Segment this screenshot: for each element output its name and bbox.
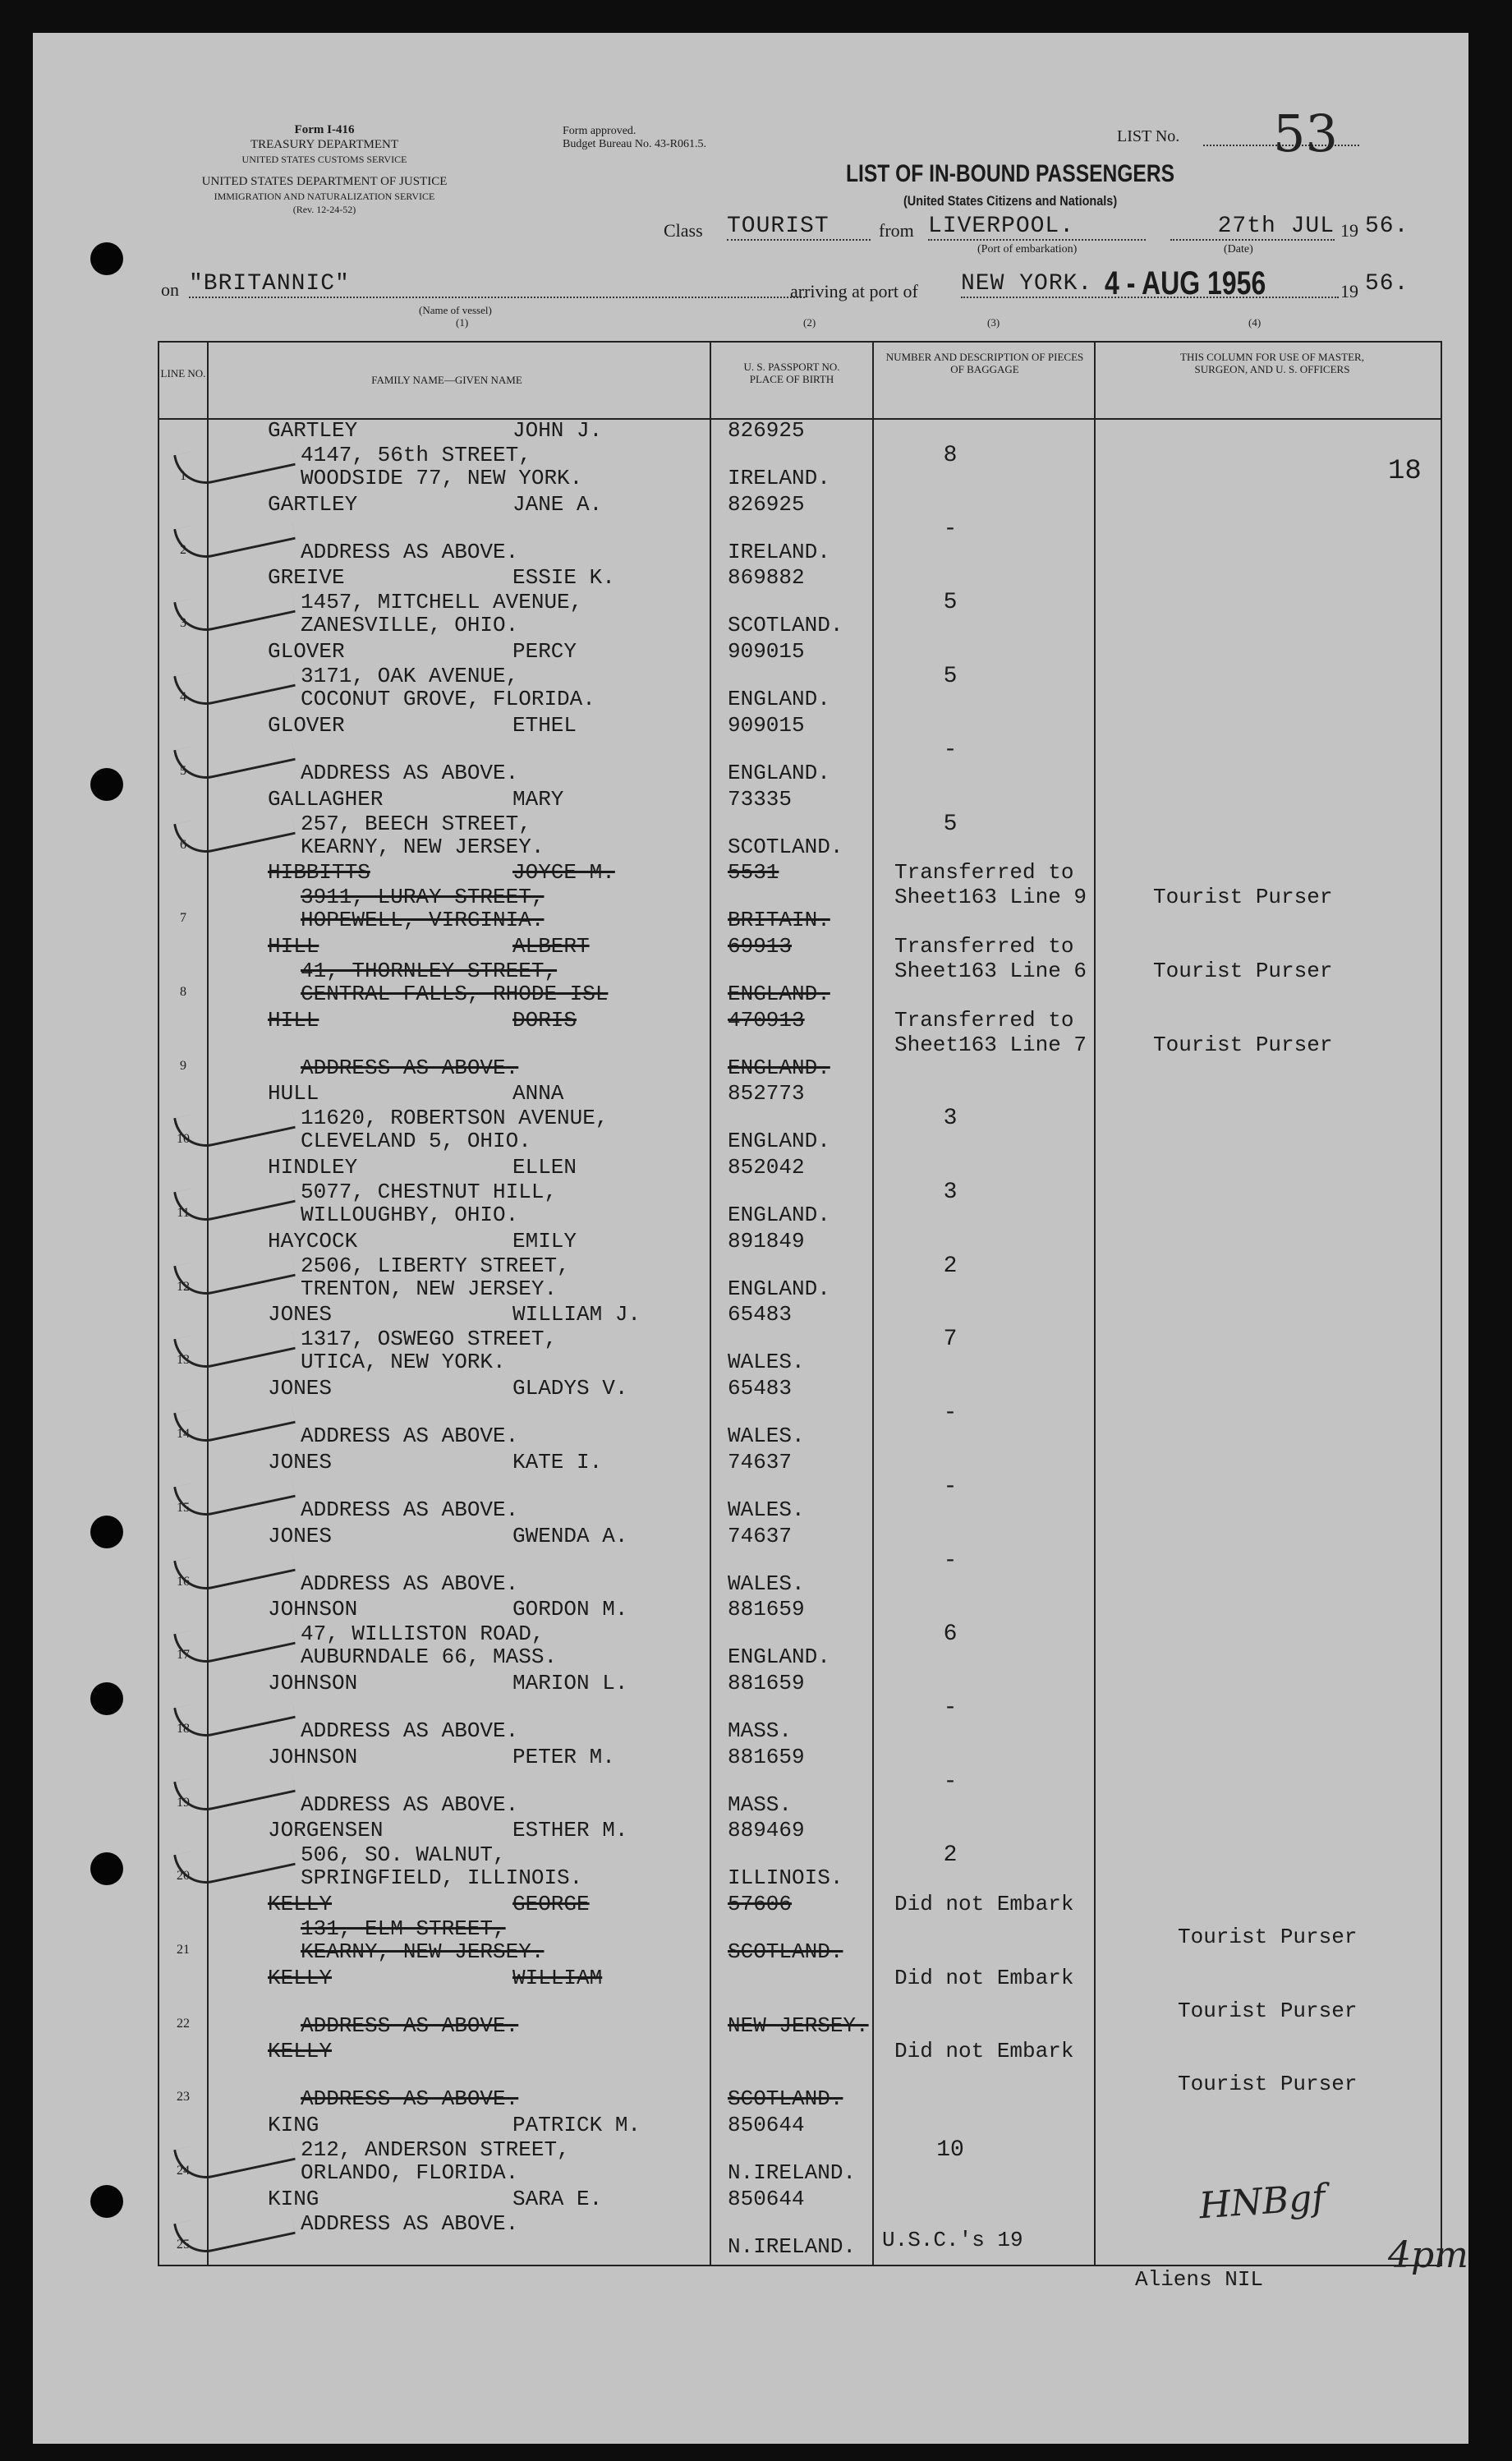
address-line-2: KEARNY, NEW JERSEY.: [301, 1939, 545, 1964]
passport-number: 850644: [728, 2113, 805, 2138]
address-line-1: 506, SO. WALNUT,: [301, 1842, 506, 1868]
line-number: 17: [177, 1648, 190, 1663]
address-line-2: ADDRESS AS ABOVE.: [301, 539, 519, 564]
check-mark: [173, 1241, 296, 1300]
place-of-birth: IRELAND.: [728, 466, 830, 490]
class-label: Class: [664, 220, 703, 241]
baggage-count: 2: [943, 1842, 958, 1869]
initials-signature: [1104, 1885, 1128, 1914]
table-row: [159, 565, 1441, 639]
family-name: HILL: [268, 933, 319, 959]
line-number: 8: [180, 984, 186, 999]
table-row: [159, 1450, 1441, 1524]
passport-number: 891849: [728, 1228, 805, 1254]
given-name: WILLIAM J.: [512, 1302, 641, 1327]
table-row: [159, 1597, 1441, 1671]
place-of-birth: SCOTLAND.: [728, 834, 843, 859]
passport-number: 74637: [728, 1449, 793, 1474]
family-name: GREIVE: [268, 565, 345, 591]
address-line-1: 131, ELM STREET,: [301, 1916, 506, 1941]
family-name: GLOVER: [268, 639, 345, 665]
family-name: GLOVER: [268, 712, 345, 738]
baggage-count: 5: [943, 664, 958, 690]
initials-signature: [1104, 853, 1128, 882]
aliens-count: Aliens NIL: [1135, 2267, 1264, 2292]
official-note: Did not Embark: [894, 1965, 1074, 1990]
list-number: 53: [1273, 104, 1338, 163]
departure-date: 27th JUL: [1170, 214, 1335, 241]
margin-count: 18: [1388, 456, 1422, 487]
line-number: 1: [180, 469, 186, 483]
page-subtitle: (United States Citizens and Nationals): [903, 193, 1118, 209]
table-row: [159, 1524, 1441, 1598]
given-name: JANE A.: [512, 491, 603, 517]
address-line-2: KEARNY, NEW JERSEY.: [301, 834, 545, 859]
passport-number: 65483: [728, 1302, 793, 1327]
baggage-count: -: [943, 516, 958, 542]
punch-hole: [90, 2185, 123, 2218]
col1-no: (1): [456, 316, 469, 329]
given-name: KATE I.: [512, 1449, 603, 1474]
family-name: GARTLEY: [268, 491, 358, 517]
passport-number: 852042: [728, 1155, 805, 1180]
baggage-count: -: [943, 1769, 958, 1795]
arrival-port: NEW YORK.: [961, 271, 1339, 298]
place-of-birth: N.IRELAND.: [728, 2233, 857, 2259]
place-of-birth: WALES.: [728, 1424, 805, 1449]
address-line-2: ADDRESS AS ABOVE.: [301, 1055, 519, 1080]
baggage-count: U.S.C.'s 19: [882, 2227, 1023, 2252]
budget-bureau: Budget Bureau No. 43-R061.5.: [563, 138, 706, 150]
family-name: HINDLEY: [268, 1155, 358, 1180]
line-number: 7: [180, 911, 186, 926]
table-row: [159, 1008, 1441, 1082]
purser-title: Tourist Purser: [1153, 958, 1333, 983]
place-of-birth: ENGLAND.: [728, 687, 830, 712]
place-of-birth: ENGLAND.: [728, 1276, 830, 1301]
line-number: 22: [177, 2016, 190, 2031]
table-row: [159, 1892, 1441, 1966]
line-number: 16: [177, 1574, 190, 1589]
address-line-1: 1457, MITCHELL AVENUE,: [301, 590, 583, 615]
baggage-count: 3: [943, 1180, 958, 1205]
table-row: [159, 418, 1441, 492]
purser-title: Tourist Purser: [1178, 1925, 1358, 1949]
table-row: [159, 1081, 1441, 1155]
given-name: GWENDA A.: [512, 1523, 628, 1548]
date-year-prefix: 19: [1340, 220, 1358, 241]
address-line-2: WOODSIDE 77, NEW YORK.: [301, 466, 583, 490]
passport-number: 69913: [728, 933, 793, 959]
place-of-birth: SCOTLAND.: [728, 1939, 843, 1964]
address-line-2: ADDRESS AS ABOVE.: [301, 2086, 519, 2112]
family-name: JOHNSON: [268, 1670, 358, 1695]
address-line-2: HOPEWELL, VIRGINIA.: [301, 908, 545, 933]
line-number: 23: [177, 2090, 190, 2104]
family-name: KING: [268, 2186, 319, 2211]
vessel-caption: (Name of vessel): [419, 304, 492, 316]
address-line-2: ADDRESS AS ABOVE.: [301, 2012, 519, 2038]
official-note: Transferred to: [894, 933, 1074, 959]
given-name: GEORGE: [512, 1892, 590, 1916]
family-name: GALLAGHER: [268, 786, 384, 812]
arrival-date-stamp: 4 - AUG 1956: [1105, 265, 1266, 301]
given-name: ELLEN: [512, 1155, 577, 1180]
given-name: PETER M.: [512, 1744, 615, 1769]
family-name: HIBBITTS: [268, 860, 370, 886]
address-line-2: TRENTON, NEW JERSEY.: [301, 1276, 558, 1301]
official-note-2: Sheet163 Line 7: [894, 1032, 1087, 1057]
given-name: MARY: [512, 786, 564, 812]
check-mark: [173, 799, 296, 858]
punch-hole: [90, 1682, 123, 1715]
line-number: 25: [177, 2237, 190, 2252]
place-of-birth: ENGLAND.: [728, 981, 830, 1006]
table-row: [159, 1302, 1441, 1376]
family-name: KELLY: [268, 1892, 333, 1916]
place-of-birth: MASS.: [728, 1792, 793, 1817]
col3-no: (3): [987, 316, 1000, 329]
address-line-1: 5077, CHESTNUT HILL,: [301, 1180, 558, 1204]
family-name: JOHNSON: [268, 1597, 358, 1622]
check-mark: [173, 1462, 296, 1521]
official-note: Transferred to: [894, 860, 1074, 886]
baggage-count: 10: [936, 2137, 964, 2164]
given-name: EMILY: [512, 1228, 577, 1254]
punch-hole: [90, 768, 123, 801]
address-line-2: CENTRAL FALLS, RHODE ISL: [301, 981, 609, 1006]
vessel-name: "BRITANNIC": [189, 271, 805, 298]
passport-number: 826925: [728, 491, 805, 517]
address-line-1: ADDRESS AS ABOVE.: [301, 2210, 519, 2236]
col4-no: (4): [1248, 316, 1262, 329]
arriving-label: arriving at port of: [790, 281, 918, 301]
place-of-birth: ENGLAND.: [728, 1644, 830, 1670]
given-name: DORIS: [512, 1007, 577, 1033]
passport-number: 826925: [728, 418, 805, 443]
line-number: 4: [180, 690, 186, 705]
table-row: [159, 1671, 1441, 1745]
form-approved: Form approved.: [563, 125, 637, 137]
given-name: MARION L.: [512, 1670, 628, 1695]
passport-number: 909015: [728, 639, 805, 665]
line-number: 10: [177, 1132, 190, 1147]
col2-no: (2): [803, 316, 816, 329]
passport-number: 850644: [728, 2186, 805, 2211]
given-name: PERCY: [512, 639, 577, 665]
address-line-1: 11620, ROBERTSON AVENUE,: [301, 1106, 609, 1131]
given-name: ETHEL: [512, 712, 577, 738]
table-row: [159, 639, 1441, 713]
line-number: 24: [177, 2164, 190, 2178]
family-name: JONES: [268, 1523, 333, 1548]
col-header-baggage: NUMBER AND DESCRIPTION OF PIECES OF BAGGAGE: [885, 351, 1084, 375]
table-row: [159, 713, 1441, 787]
table-row: [159, 787, 1441, 861]
baggage-count: 6: [943, 1622, 958, 1648]
place-of-birth: ILLINOIS.: [728, 1865, 843, 1891]
baggage-count: 3: [943, 1106, 958, 1132]
class-value: TOURIST: [727, 214, 871, 241]
family-name: HAYCOCK: [268, 1228, 358, 1254]
family-name: GARTLEY: [268, 418, 358, 443]
given-name: SARA E.: [512, 2186, 603, 2211]
given-name: ALBERT: [512, 933, 590, 959]
table-row: [159, 1155, 1441, 1229]
family-name: JONES: [268, 1376, 333, 1401]
address-line-1: 41, THORNLEY STREET,: [301, 958, 558, 983]
given-name: ANNA: [512, 1081, 564, 1106]
address-line-2: ZANESVILLE, OHIO.: [301, 613, 519, 638]
baggage-count: -: [943, 1401, 958, 1427]
address-line-1: 212, ANDERSON STREET,: [301, 2137, 570, 2163]
on-label: on: [161, 279, 179, 300]
place-of-birth: ENGLAND.: [728, 1055, 830, 1080]
line-number: 9: [180, 1058, 186, 1073]
line-number: 18: [177, 1721, 190, 1736]
baggage-count: 5: [943, 811, 958, 837]
date-caption: (Date): [1224, 243, 1253, 255]
form-number: Form I-416: [294, 123, 355, 136]
official-note: Did not Embark: [894, 1892, 1074, 1916]
line-number: 5: [180, 763, 186, 778]
given-name: GLADYS V.: [512, 1376, 628, 1401]
check-mark: [173, 2199, 296, 2258]
line-number: 6: [180, 837, 186, 852]
official-note: Transferred to: [894, 1007, 1074, 1033]
place-of-birth: NEW JERSEY.: [728, 2012, 869, 2038]
given-name: JOHN J.: [512, 418, 603, 443]
place-of-birth: ENGLAND.: [728, 1129, 830, 1154]
address-line-1: 3171, OAK AVENUE,: [301, 664, 519, 689]
passport-number: 852773: [728, 1081, 805, 1106]
address-line-1: 257, BEECH STREET,: [301, 811, 531, 836]
given-name: ESSIE K.: [512, 565, 615, 591]
baggage-count: -: [943, 737, 958, 763]
given-name: PATRICK M.: [512, 2113, 641, 2138]
official-note-2: Sheet163 Line 9: [894, 885, 1087, 910]
check-mark: [173, 1683, 296, 1742]
from-value: LIVERPOOL.: [928, 214, 1146, 241]
table-row: [159, 1966, 1441, 2040]
check-mark: [173, 1536, 296, 1595]
initials-signature: [1104, 2032, 1128, 2061]
passport-number: 57606: [728, 1892, 793, 1916]
col-header-passport: U. S. PASSPORT NO. PLACE OF BIRTH: [743, 361, 840, 385]
check-mark: [173, 725, 296, 784]
table-row: [159, 492, 1441, 566]
baggage-count: -: [943, 1548, 958, 1574]
treasury-dept: TREASURY DEPARTMENT: [250, 138, 399, 151]
line-number: 12: [177, 1279, 190, 1294]
line-number: 19: [177, 1795, 190, 1810]
family-name: KELLY: [268, 2039, 333, 2064]
line-number: 2: [180, 542, 186, 557]
passport-number: 73335: [728, 786, 793, 812]
col-header-official: THIS COLUMN FOR USE OF MASTER, SURGEON, AND U. S. OFFICERS: [1180, 351, 1364, 375]
passport-number: 889469: [728, 1818, 805, 1843]
place-of-birth: IRELAND.: [728, 539, 830, 564]
justice-dept: UNITED STATES DEPARTMENT OF JUSTICE: [201, 175, 448, 188]
address-line-2: UTICA, NEW YORK.: [301, 1350, 506, 1375]
family-name: JOHNSON: [268, 1744, 358, 1769]
address-line-1: 2506, LIBERTY STREET,: [301, 1253, 570, 1278]
line-number: 13: [177, 1353, 190, 1368]
address-line-2: ADDRESS AS ABOVE.: [301, 1718, 519, 1743]
col-header-name: FAMILY NAME—GIVEN NAME: [371, 374, 522, 386]
from-label: from: [879, 220, 914, 241]
given-name: WILLIAM: [512, 1965, 603, 1990]
initials-signature: [1104, 1959, 1128, 1988]
customs-service: UNITED STATES CUSTOMS SERVICE: [241, 154, 407, 165]
place-of-birth: WALES.: [728, 1497, 805, 1522]
baggage-count: 2: [943, 1253, 958, 1279]
table-row: [159, 860, 1441, 934]
check-mark: [173, 504, 296, 564]
passport-number: 909015: [728, 712, 805, 738]
passport-number: 74637: [728, 1523, 793, 1548]
passport-number: 470913: [728, 1007, 805, 1033]
address-line-2: SPRINGFIELD, ILLINOIS.: [301, 1865, 583, 1891]
page-title: LIST OF IN-BOUND PASSENGERS: [846, 160, 1175, 187]
punch-hole: [90, 1516, 123, 1548]
officer-signature: HNBgf: [1197, 2176, 1327, 2228]
line-number: 11: [177, 1206, 190, 1220]
place-of-birth: WALES.: [728, 1350, 805, 1375]
family-name: KELLY: [268, 1965, 333, 1990]
official-note-2: Sheet163 Line 6: [894, 958, 1087, 983]
purser-title: Tourist Purser: [1178, 2072, 1358, 2097]
ins-service: IMMIGRATION AND NATURALIZATION SERVICE: [214, 191, 435, 202]
address-line-2: ADDRESS AS ABOVE.: [301, 1792, 519, 1817]
table-row: [159, 934, 1441, 1008]
port-embark-caption: (Port of embarkation): [977, 243, 1078, 255]
given-name: GORDON M.: [512, 1597, 628, 1622]
passport-number: 65483: [728, 1376, 793, 1401]
passport-number: 869882: [728, 565, 805, 591]
arrival-year-prefix: 19: [1340, 281, 1358, 301]
passport-number: 881659: [728, 1670, 805, 1695]
place-of-birth: SCOTLAND.: [728, 2086, 843, 2112]
table-row: [159, 2113, 1441, 2187]
initials-signature: [1104, 927, 1128, 956]
passport-number: 881659: [728, 1744, 805, 1769]
address-line-2: ADDRESS AS ABOVE.: [301, 1424, 519, 1449]
baggage-count: 7: [943, 1327, 958, 1353]
place-of-birth: ENGLAND.: [728, 1203, 830, 1227]
purser-title: Tourist Purser: [1153, 885, 1333, 910]
official-note: Did not Embark: [894, 2039, 1074, 2064]
purser-title: Tourist Purser: [1178, 1998, 1358, 2023]
baggage-count: -: [943, 1695, 958, 1721]
address-line-1: 47, WILLISTON ROAD,: [301, 1622, 545, 1647]
line-number: 3: [180, 616, 186, 631]
punch-hole: [90, 1852, 123, 1885]
address-line-2: ORLANDO, FLORIDA.: [301, 2160, 519, 2186]
address-line-1: 4147, 56th STREET,: [301, 443, 531, 467]
address-line-2: CLEVELAND 5, OHIO.: [301, 1129, 531, 1154]
address-line-2: ADDRESS AS ABOVE.: [301, 1497, 519, 1522]
family-name: JONES: [268, 1302, 333, 1327]
passport-number: 881659: [728, 1597, 805, 1622]
family-name: HULL: [268, 1081, 319, 1106]
address-line-2: AUBURNDALE 66, MASS.: [301, 1644, 558, 1670]
time-annotation: 4pm: [1388, 2234, 1468, 2276]
table-row: [159, 1745, 1441, 1819]
table-row: [159, 1376, 1441, 1450]
baggage-count: 5: [943, 590, 958, 616]
check-mark: [173, 1757, 296, 1816]
passport-number: 5531: [728, 860, 779, 886]
table-row: [159, 1818, 1441, 1892]
family-name: JONES: [268, 1449, 333, 1474]
initials-signature: [1104, 1001, 1128, 1030]
family-name: HILL: [268, 1007, 319, 1033]
place-of-birth: WALES.: [728, 1571, 805, 1596]
manifest-sheet: [33, 33, 1468, 2444]
place-of-birth: MASS.: [728, 1718, 793, 1743]
line-number: 14: [177, 1427, 190, 1442]
line-number: 21: [177, 1943, 190, 1957]
purser-title: Tourist Purser: [1153, 1032, 1333, 1057]
baggage-count: 8: [943, 443, 958, 468]
address-line-2: ADDRESS AS ABOVE.: [301, 1571, 519, 1596]
family-name: KING: [268, 2113, 319, 2138]
address-line-2: ADDRESS AS ABOVE.: [301, 760, 519, 785]
punch-hole: [90, 242, 123, 275]
line-number: 15: [177, 1500, 190, 1515]
place-of-birth: BRITAIN.: [728, 908, 830, 933]
address-line-2: WILLOUGHBY, OHIO.: [301, 1203, 519, 1227]
arrival-year: 56.: [1365, 271, 1409, 297]
place-of-birth: ENGLAND.: [728, 760, 830, 785]
given-name: JOYCE M.: [512, 860, 615, 886]
passenger-table: [158, 341, 1442, 2266]
col-header-line: LINE NO.: [160, 367, 206, 380]
place-of-birth: N.IRELAND.: [728, 2160, 857, 2186]
table-row: [159, 1229, 1441, 1303]
line-number: 20: [177, 1869, 190, 1884]
revision: (Rev. 12-24-52): [292, 204, 356, 215]
baggage-count: -: [943, 1474, 958, 1500]
given-name: ESTHER M.: [512, 1818, 628, 1843]
table-row: [159, 2039, 1441, 2113]
family-name: JORGENSEN: [268, 1818, 384, 1843]
place-of-birth: SCOTLAND.: [728, 613, 843, 638]
list-no-label: LIST No.: [1117, 127, 1180, 145]
date-year: 56.: [1365, 214, 1409, 239]
address-line-2: COCONUT GROVE, FLORIDA.: [301, 687, 595, 712]
address-line-1: 3911, LURAY STREET,: [301, 885, 545, 910]
address-line-1: 1317, OSWEGO STREET,: [301, 1327, 558, 1352]
